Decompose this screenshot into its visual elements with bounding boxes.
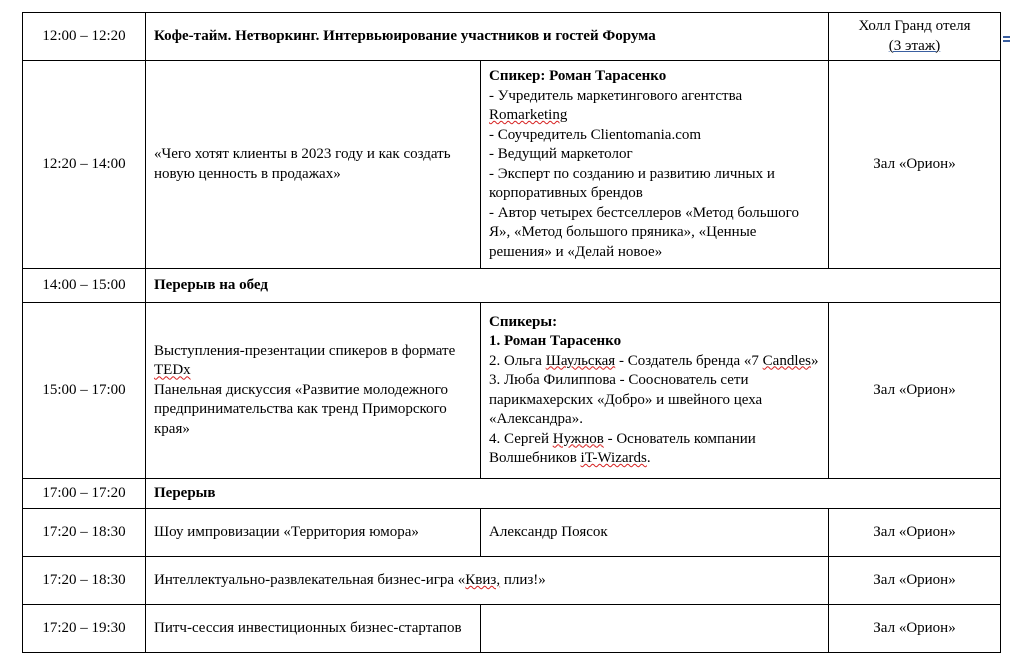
time-text: 15:00 – 17:00 [42, 381, 126, 398]
description-text: Кофе-тайм. Нетворкинг. Интервьюирование участников и гостей Форума [154, 27, 656, 44]
time-text: 12:20 – 14:00 [42, 155, 126, 172]
speaker-line: 4. Сергей Нужнов - Основатель компании Волшебников iT-Wizards. [489, 430, 756, 466]
description-text: Перерыв [154, 484, 216, 501]
place-line-1: Зал «Орион» [873, 381, 956, 398]
time-text: 17:20 – 18:30 [42, 571, 126, 588]
table-row [23, 303, 1001, 479]
row-place-cell [829, 605, 1001, 653]
place-line-1: Зал «Орион» [873, 523, 956, 540]
forum-schedule-table [22, 12, 1001, 653]
row-time-cell [23, 303, 146, 479]
row-description-cell [146, 303, 481, 479]
table-row [23, 269, 1001, 303]
speaker-line: - Автор четырех бестселлеров «Метод большого Я», «Метод большого пряника», «Ценные решения» и «Делай новое» [489, 204, 799, 260]
spellcheck-word: iT-Wizards [580, 450, 647, 466]
row-time-cell [23, 479, 146, 509]
row-description-cell [146, 269, 1001, 303]
row-time-cell [23, 605, 146, 653]
table-row [23, 13, 1001, 61]
description-line: Выступления-презентации спикеров в формате TEDx [154, 342, 456, 379]
speaker-line: - Ведущий маркетолог [489, 146, 633, 162]
row-speaker-cell [481, 605, 829, 653]
row-description-cell [146, 557, 829, 605]
time-text: 12:00 – 12:20 [42, 27, 126, 44]
row-place-cell [829, 557, 1001, 605]
row-place-cell [829, 509, 1001, 557]
row-speaker-cell [481, 61, 829, 269]
time-text: 17:20 – 18:30 [42, 523, 126, 540]
description-text: Интеллектуально-развлекательная бизнес-игра «Квиз, плиз!» [154, 571, 546, 588]
speaker-text: Александр Поясок [489, 523, 608, 540]
table-row [23, 509, 1001, 557]
text-cursor-artifact [1003, 36, 1010, 38]
spellcheck-word: TEDx [154, 362, 191, 379]
table-row [23, 605, 1001, 653]
row-description-cell [146, 605, 481, 653]
speaker-line: - Эксперт по созданию и развитию личных и корпоративных брендов [489, 165, 775, 201]
description-text: «Чего хотят клиенты в 2023 году и как создать новую ценность в продажах» [154, 146, 451, 182]
table-row [23, 61, 1001, 269]
row-description-cell [146, 13, 829, 61]
row-time-cell [23, 509, 146, 557]
speaker-line: 3. Люба Филиппова - Сооснователь сети парикмахерских «Добро» и швейного цеха «Александра». [489, 372, 763, 427]
row-place-cell [829, 13, 1001, 61]
row-place-cell [829, 303, 1001, 479]
speaker-line: - Соучредитель Clientomania.com [489, 126, 702, 143]
place-line-1: Холл Гранд отеля [858, 18, 971, 34]
table-row [23, 557, 1001, 605]
speaker-heading: Спикер: Роман Тарасенко [489, 68, 667, 84]
table-row [23, 479, 1001, 509]
spellcheck-word: Шаульская [545, 352, 616, 369]
row-description-cell [146, 479, 1001, 509]
description-text: Шоу импровизации «Территория юмора» [154, 523, 419, 540]
time-text: 17:00 – 17:20 [42, 484, 126, 501]
row-description-cell [146, 61, 481, 269]
row-speaker-cell [481, 303, 829, 479]
place-line-1: Зал «Орион» [873, 619, 956, 636]
description-line: Панельная дискуссия «Развитие молодежного предпринимательства как тренд Приморского края» [154, 381, 449, 437]
row-time-cell [23, 557, 146, 605]
time-text: 14:00 – 15:00 [42, 276, 126, 293]
row-time-cell [23, 61, 146, 269]
row-place-cell [829, 61, 1001, 269]
spellcheck-word: Нужнов [552, 430, 604, 447]
description-text: Питч-сессия инвестиционных бизнес-стартапов [154, 619, 462, 636]
speaker-line: - Учредитель маркетингового агентства Romarketing [489, 87, 743, 123]
spellcheck-word: Romarketing [489, 107, 568, 123]
row-time-cell [23, 269, 146, 303]
speaker-line: 1. Роман Тарасенко [489, 333, 622, 349]
place-line-1: Зал «Орион» [873, 571, 956, 588]
spellcheck-word: Квиз, [465, 571, 501, 588]
time-text: 17:20 – 19:30 [42, 619, 126, 636]
place-line-2: (3 этаж) [888, 37, 941, 54]
speaker-heading: Спикеры: [489, 313, 558, 330]
row-description-cell [146, 509, 481, 557]
row-time-cell [23, 13, 146, 61]
row-speaker-cell [481, 509, 829, 557]
place-line-1: Зал «Орион» [873, 155, 956, 172]
description-text: Перерыв на обед [154, 276, 268, 293]
spellcheck-word: Candles [762, 352, 811, 369]
speaker-line: 2. Ольга Шаульская - Создатель бренда «7 Candles» [489, 352, 819, 369]
